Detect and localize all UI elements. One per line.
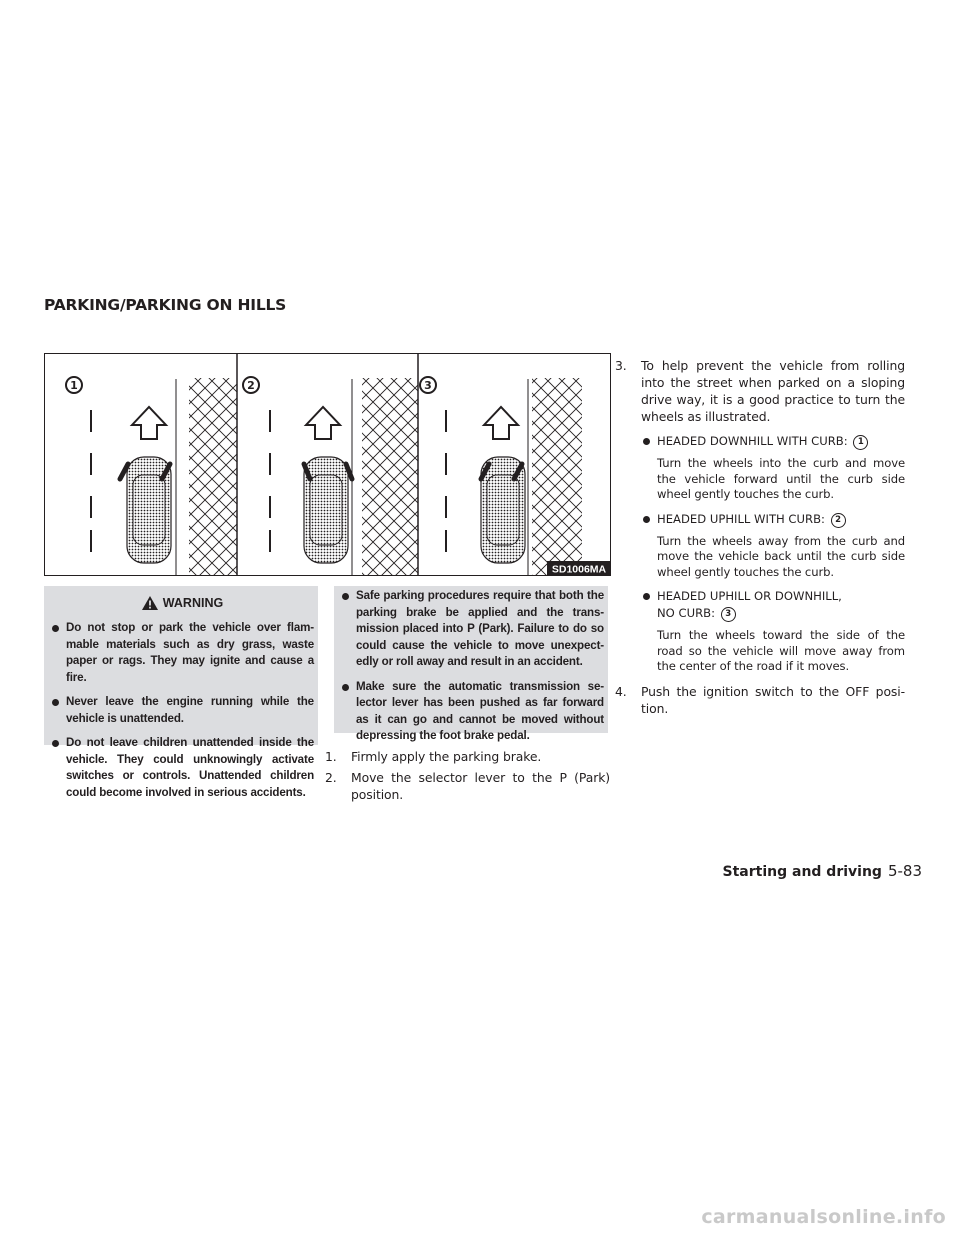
car-top-view	[304, 457, 352, 563]
parking-on-hills-illustration	[44, 353, 611, 576]
sub-item-desc: Turn the wheels toward the side of the road so the vehicle will move away from the center of the road if it moves.	[657, 628, 905, 673]
warning-item: Never leave the engine running while the vehicle is unattended.	[50, 694, 314, 727]
warning-item: Do not leave children unattended inside the vehicle. They could unknowingly activate switches or controls. Unattended children could become involved in serious accidents.	[50, 735, 314, 801]
step-3: 3. To help prevent the vehicle from rolling into the street when parked on a sloping drive way, it is a good practice to turn the wheels as illustrated.	[615, 358, 905, 424]
warning-item: Make sure the automatic transmission se- lector lever has been pushed as far forward as it can go and cannot be moved without depressing the foot brake pedal.	[340, 679, 604, 745]
step-2: 2. Move the selector lever to the P (Park) position.	[325, 770, 610, 802]
warning-item: Do not stop or park the vehicle over flam- mable materials such as dry grass, waste paper or rags. They may ignite and cause a fire.	[50, 620, 314, 686]
car-top-view	[481, 457, 525, 563]
watermark: carmanualsonline.info	[701, 1206, 946, 1228]
callout-2-label: 2	[247, 379, 255, 392]
bullet-icon	[52, 699, 59, 706]
step-4: 4. Push the ignition switch to the OFF posi- tion.	[615, 683, 905, 716]
warning-column-left	[44, 586, 318, 799]
footer-section-name: Starting and driving	[722, 864, 882, 880]
car-top-view	[120, 457, 171, 563]
step-1: 1. Firmly apply the parking brake.	[325, 749, 542, 764]
bullet-icon	[52, 625, 59, 632]
callout-3-icon: 3	[721, 607, 736, 622]
warning-title: WARNING	[162, 596, 224, 610]
sub-item-no-curb: HEADED UPHILL OR DOWNHILL, NO CURB: 3	[641, 588, 905, 622]
bullet-icon	[342, 684, 349, 691]
steps-column-middle	[325, 748, 610, 807]
callout-1-icon	[66, 377, 82, 393]
bullet-icon	[643, 516, 650, 523]
bullet-icon	[342, 593, 349, 600]
warning-icon	[141, 595, 159, 611]
warning-header	[50, 586, 314, 620]
bullet-icon	[643, 593, 650, 600]
sub-item-uphill-curb: HEADED UPHILL WITH CURB: 2	[641, 511, 905, 528]
callout-2-icon	[243, 377, 259, 393]
page-footer	[723, 862, 922, 880]
sub-item-downhill-curb: HEADED DOWNHILL WITH CURB: 1	[641, 433, 905, 450]
bullet-icon	[52, 740, 59, 747]
sub-item-desc: Turn the wheels into the curb and move the vehicle forward until the curb side wheel gently touches the curb.	[657, 456, 905, 501]
figure-code: SD1006MA	[551, 563, 607, 576]
section-title: PARKING/PARKING ON HILLS	[44, 296, 287, 314]
warning-item: Safe parking procedures require that both the parking brake be applied and the trans- mission placed into P (Park). Failure to do so could cause the vehicle to move unexpect- edly or roll away and result in an accident.	[340, 588, 604, 671]
callout-3-label: 3	[424, 379, 432, 392]
callout-1-label: 1	[70, 379, 78, 392]
callout-1-icon: 1	[853, 435, 868, 450]
warning-column-right	[334, 586, 608, 742]
bullet-icon	[643, 438, 650, 445]
steps-column-right	[615, 357, 905, 721]
page-number: 5-83	[887, 862, 922, 880]
callout-3-icon	[420, 377, 436, 393]
sub-item-desc: Turn the wheels away from the curb and move the vehicle back until the curb side wheel gently touches the curb.	[657, 533, 905, 579]
callout-2-icon: 2	[831, 513, 846, 528]
